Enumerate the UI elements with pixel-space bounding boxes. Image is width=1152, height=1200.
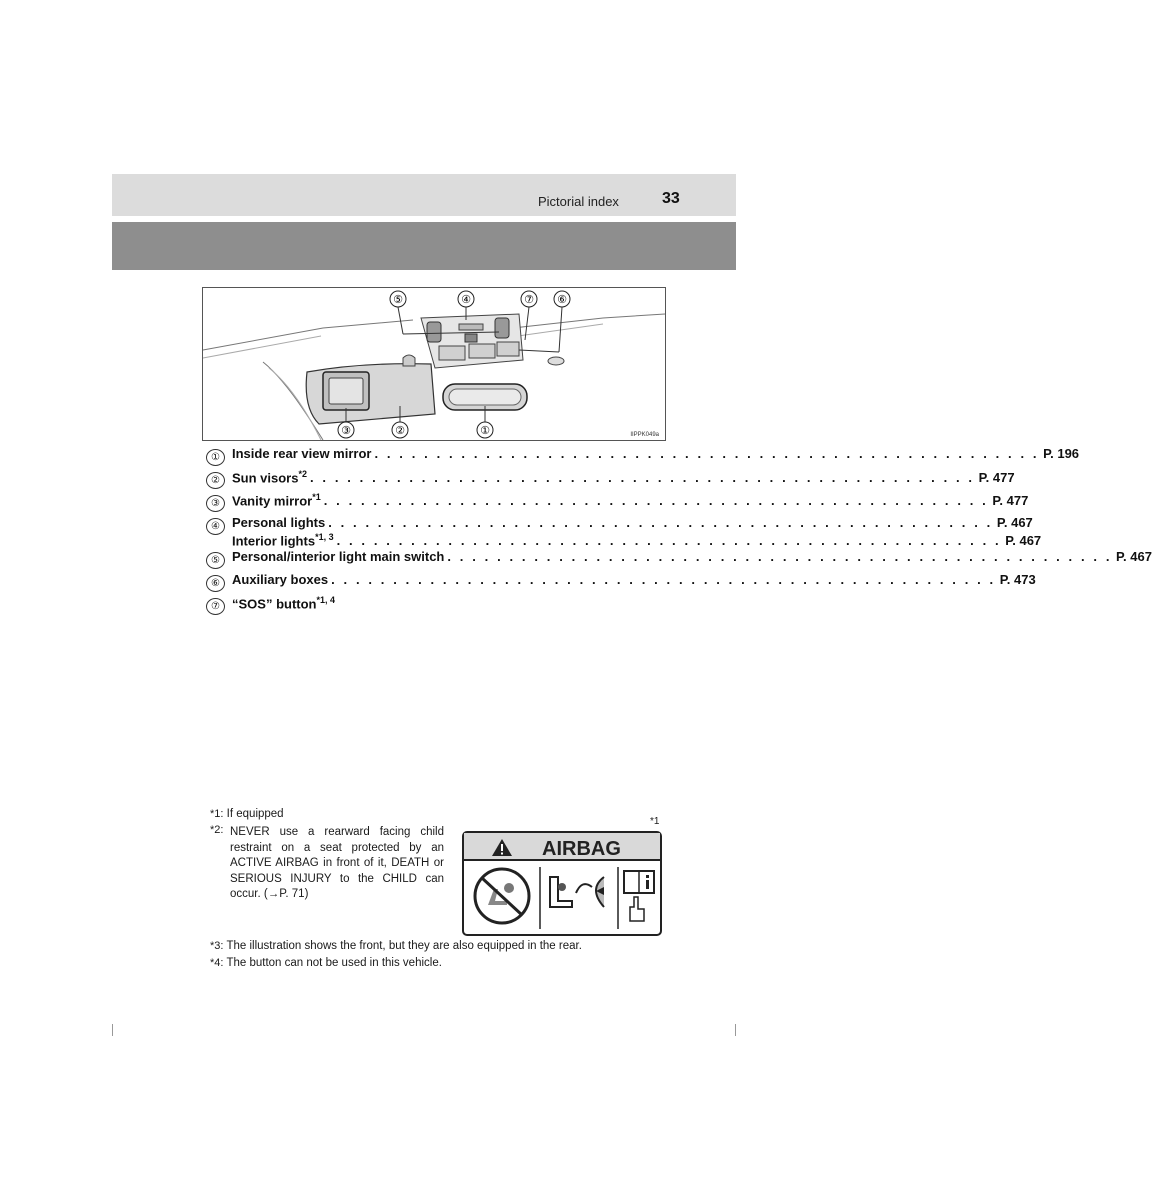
overhead-console-illustration bbox=[202, 287, 666, 441]
item-label: Personal/interior light main switch bbox=[232, 549, 445, 564]
figure-code: IIPPK049a bbox=[630, 432, 659, 438]
item-number: ⑦ bbox=[206, 598, 225, 615]
footnote-2-marker: *2: bbox=[210, 824, 224, 836]
car-interior-drawing bbox=[203, 288, 665, 440]
footnote-2-text: NEVER use a rearward facing child restraint on a seat protected by an ACTIVE AIRBAG in front of it, DEATH or SERIOUS INJURY to the CHILD can occur. (→P. 71) bbox=[230, 826, 444, 900]
item-label: Auxiliary boxes bbox=[232, 572, 329, 587]
callout-7: ⑦ bbox=[524, 293, 534, 306]
leader-dots: . . . . . . . . . . . . . . . . . . . . . . . . . . . . . . . . . . . . . . . . . . . . . . . . . . . . . . bbox=[331, 572, 996, 587]
callout-3: ③ bbox=[341, 424, 351, 437]
list-item bbox=[206, 469, 1015, 492]
airbag-title: AIRBAG bbox=[542, 838, 621, 860]
item-number bbox=[206, 532, 225, 549]
page-edge-mark bbox=[735, 1024, 736, 1036]
footnote-marker: *1, 4 bbox=[316, 595, 336, 605]
section-title: Pictorial index bbox=[538, 194, 619, 209]
footnote-1: *1: If equipped bbox=[210, 808, 284, 820]
item-label: Interior lights$^{*1, 3}$ bbox=[232, 532, 334, 549]
item-label: Vanity mirror$^{*1}$ bbox=[232, 492, 321, 509]
leader-dots: . . . . . . . . . . . . . . . . . . . . . . . . . . . . . . . . . . . . . . . . . . . . . . . . . . . . . . bbox=[447, 549, 1113, 564]
list-item bbox=[206, 532, 1042, 549]
footnote-marker: *2 bbox=[298, 469, 307, 479]
item-label: Personal lights bbox=[232, 515, 326, 530]
leader-dots: . . . . . . . . . . . . . . . . . . . . . . . . . . . . . . . . . . . . . . . . . . . . . . . . . . . . . . bbox=[323, 493, 989, 509]
no-rear-facing-seat-icon bbox=[475, 869, 529, 923]
list-item bbox=[206, 446, 1080, 469]
item-number: ⑤ bbox=[206, 552, 225, 569]
item-number: ② bbox=[206, 472, 225, 489]
footnote-marker: *1 bbox=[312, 492, 321, 502]
callout-2: ② bbox=[395, 424, 405, 437]
callout-4: ④ bbox=[461, 293, 471, 306]
item-label: Inside rear view mirror bbox=[232, 446, 372, 461]
page-number: 33 bbox=[662, 190, 680, 207]
header-band bbox=[112, 174, 736, 216]
item-number: ③ bbox=[206, 495, 225, 512]
airbag-deploy-icon bbox=[550, 877, 604, 907]
item-label: Sun visors$^{*2}$ bbox=[232, 469, 307, 486]
item-number: ⑥ bbox=[206, 575, 225, 592]
callout-5: ⑤ bbox=[393, 293, 403, 306]
section-banner bbox=[112, 222, 736, 270]
page-reference-link[interactable]: P. 473 bbox=[999, 572, 1036, 587]
page-edge-mark bbox=[112, 1024, 113, 1036]
page-reference-link[interactable]: P. 477 bbox=[978, 470, 1015, 486]
callout-6: ⑥ bbox=[557, 293, 567, 306]
list-item bbox=[206, 595, 638, 618]
leader-dots: . . . . . . . . . . . . . . . . . . . . . . . . . . . . . . . . . . . . . . . . . . . . . . . . . . . . . . bbox=[374, 446, 1040, 461]
footnote-marker: *1, 3 bbox=[315, 532, 334, 542]
page-reference-link[interactable]: P. 467 bbox=[996, 515, 1033, 530]
page-reference-link[interactable]: P. 467 bbox=[1005, 533, 1042, 549]
callout-1: ① bbox=[480, 424, 490, 437]
leader-dots: . . . . . . . . . . . . . . . . . . . . . . . . . . . . . . . . . . . . . . . . . . . . . . . . . . . . . . bbox=[309, 470, 975, 486]
page-reference-link[interactable]: P. 196 bbox=[1043, 446, 1080, 461]
leader-dots: . . . . . . . . . . . . . . . . . . . . . . . . . . . . . . . . . . . . . . . . . . . . . . . . . . . . . . bbox=[328, 515, 993, 530]
page-reference-link[interactable]: P. 467 bbox=[1116, 549, 1152, 564]
footnote-3: *3: The illustration shows the front, but they are also equipped in the rear. bbox=[210, 940, 582, 952]
component-list bbox=[206, 446, 1152, 618]
list-item bbox=[206, 572, 1036, 595]
read-manual-icon bbox=[624, 871, 654, 921]
page-reference-link[interactable]: P. 477 bbox=[992, 493, 1029, 509]
airbag-label-footnote-marker: *1 bbox=[650, 816, 660, 827]
leader-dots: . . . . . . . . . . . . . . . . . . . . . . . . . . . . . . . . . . . . . . . . . . . . . . . . . . . . . . bbox=[336, 533, 1002, 549]
list-item bbox=[206, 549, 1152, 572]
item-label: “SOS” button$^{*1, 4}$ bbox=[232, 595, 336, 612]
footnote-4: *4: The button can not be used in this vehicle. bbox=[210, 957, 442, 969]
item-number: ④ bbox=[206, 518, 225, 535]
item-number: ① bbox=[206, 449, 225, 466]
list-item bbox=[206, 492, 1029, 515]
airbag-warning-label bbox=[462, 831, 662, 936]
